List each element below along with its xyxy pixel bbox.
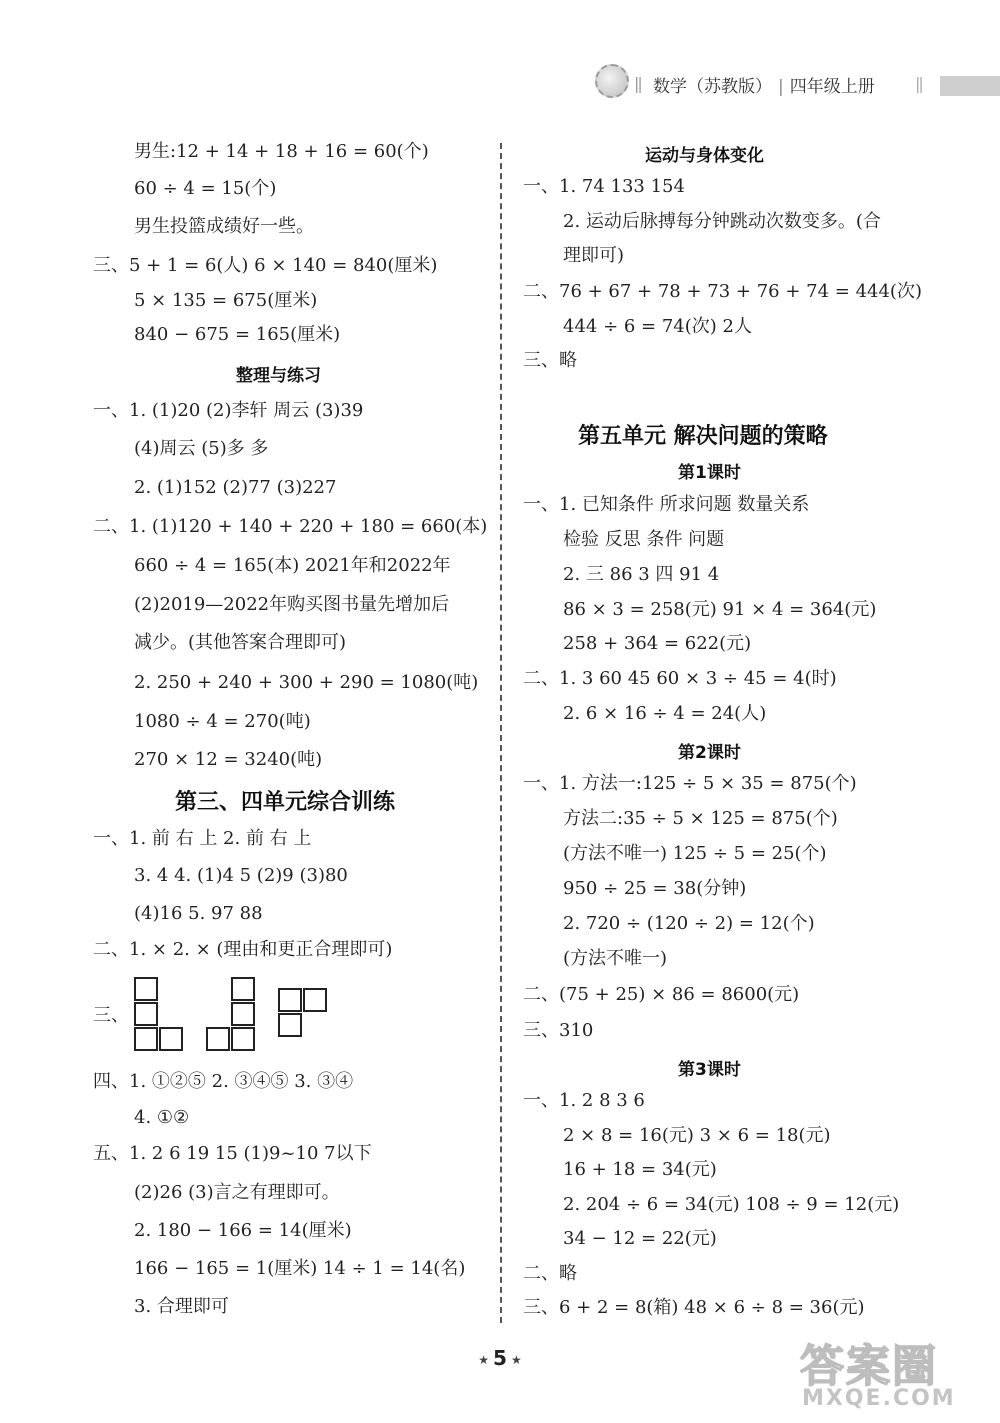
header-text: [653, 72, 875, 97]
star-icon: ★: [510, 1352, 522, 1367]
header-separator-icon: |: [778, 77, 784, 97]
star-icon: ★: [478, 1352, 490, 1367]
view-figure-1: [134, 977, 186, 1054]
answer-line: 理即可): [563, 245, 625, 266]
answer-line: 二、略: [523, 1263, 577, 1284]
header-subject: 数学（苏教版）: [653, 77, 772, 97]
answer-line: 16 + 18 = 34(元): [563, 1159, 717, 1180]
answer-line: 2. 三 86 3 四 91 4: [563, 564, 720, 585]
answer-line: 三、: [93, 1005, 129, 1026]
lesson-subtitle: 第2课时: [678, 743, 741, 763]
answer-line: 2. 720 ÷ (120 ÷ 2) = 12(个): [563, 913, 815, 934]
lesson-subtitle: 第3课时: [678, 1060, 741, 1080]
answer-line: 三、6 + 2 = 8(箱) 48 × 6 ÷ 8 = 36(元): [523, 1297, 865, 1318]
answer-line: 三、略: [523, 350, 577, 371]
answer-line: 男生:12 + 14 + 18 + 16 = 60(个): [134, 141, 429, 162]
answer-line: 一、1. (1)20 (2)李轩 周云 (3)39: [93, 400, 364, 421]
answer-line: 2. 204 ÷ 6 = 34(元) 108 ÷ 9 = 12(元): [563, 1194, 900, 1215]
unit-title: 第三、四单元综合训练: [175, 789, 396, 815]
answer-line: 检验 反思 条件 问题: [563, 529, 725, 550]
answer-line: 五、1. 2 6 19 15 (1)9~10 7以下: [93, 1143, 372, 1164]
answer-line: 660 ÷ 4 = 165(本) 2021年和2022年: [134, 555, 451, 576]
section-subtitle: 整理与练习: [236, 366, 321, 386]
answer-line: 2. 6 × 16 ÷ 4 = 24(人): [563, 703, 767, 724]
answer-line: 2. 250 + 240 + 300 + 290 = 1080(吨): [134, 672, 479, 693]
grid-cell: [159, 1027, 183, 1051]
answer-line: 1080 ÷ 4 = 270(吨): [134, 711, 311, 732]
grid-cell: [206, 1027, 230, 1051]
answer-line: 60 ÷ 4 = 15(个): [134, 178, 277, 199]
answer-line: 840 − 675 = 165(厘米): [134, 324, 341, 345]
answer-line: 86 × 3 = 258(元) 91 × 4 = 364(元): [563, 599, 877, 620]
grid-cell: [134, 977, 158, 1001]
answer-line: (2)2019—2022年购买图书量先增加后: [134, 594, 450, 615]
view-figure-3: [278, 988, 330, 1040]
answer-line: 减少。(其他答案合理即可): [134, 632, 347, 653]
answer-line: (方法不唯一): [563, 948, 668, 969]
answer-line: 方法二:35 ÷ 5 × 125 = 875(个): [563, 808, 838, 829]
grid-cell: [278, 988, 302, 1012]
answer-line: (方法不唯一) 125 ÷ 5 = 25(个): [563, 843, 827, 864]
grid-cell: [231, 1027, 255, 1051]
header-gray-band: [940, 76, 1000, 96]
answer-line: 2 × 8 = 16(元) 3 × 6 = 18(元): [563, 1125, 831, 1146]
answer-line: 一、1. 2 8 3 6: [523, 1090, 645, 1111]
unit-title: 第五单元 解决问题的策略: [578, 423, 828, 449]
answer-line: 二、1. × 2. × (理由和更正合理即可): [93, 939, 393, 960]
answer-line: 一、1. 前 右 上 2. 前 右 上: [93, 828, 312, 849]
grid-cell: [134, 1027, 158, 1051]
answer-line: 三、310: [523, 1020, 594, 1041]
answer-line: 270 × 12 = 3240(吨): [134, 749, 323, 770]
answer-line: 166 − 165 = 1(厘米) 14 ÷ 1 = 14(名): [134, 1258, 466, 1279]
answer-line: 2. 180 − 166 = 14(厘米): [134, 1220, 352, 1241]
answer-line: 950 ÷ 25 = 38(分钟): [563, 878, 747, 899]
lesson-subtitle: 第1课时: [678, 463, 741, 483]
answer-line: 三、5 + 1 = 6(人) 6 × 140 = 840(厘米): [93, 255, 438, 276]
answer-line: 4. ①②: [134, 1107, 190, 1128]
answer-line: 二、1. 3 60 45 60 × 3 ÷ 45 = 4(时): [523, 668, 837, 689]
answer-line: 一、1. 74 133 154: [523, 176, 685, 197]
answer-line: 258 + 364 = 622(元): [563, 633, 752, 654]
answer-line: 二、1. (1)120 + 140 + 220 + 180 = 660(本): [93, 516, 488, 537]
grid-cell: [231, 977, 255, 1001]
page-number-value: 5: [493, 1346, 507, 1370]
answer-line: (4)周云 (5)多 多: [134, 438, 269, 459]
page-number: [470, 1346, 530, 1370]
sun-logo-icon: [595, 64, 629, 98]
grid-cell: [303, 988, 327, 1012]
answer-line: 2. (1)152 (2)77 (3)227: [134, 477, 337, 498]
watermark: [800, 1330, 990, 1415]
header-bars-right-icon: ||: [915, 74, 922, 93]
answer-line: 444 ÷ 6 = 74(次) 2人: [563, 316, 752, 337]
answer-line: 二、76 + 67 + 78 + 73 + 76 + 74 = 444(次): [523, 281, 922, 302]
header-bars-icon: ||: [634, 74, 641, 93]
answer-line: 四、1. ①②⑤ 2. ③④⑤ 3. ③④: [93, 1071, 354, 1092]
column-divider: [500, 143, 502, 1323]
answer-line: 二、(75 + 25) × 86 = 8600(元): [523, 984, 800, 1005]
header-grade: 四年级上册: [789, 77, 875, 97]
answer-line: (2)26 (3)言之有理即可。: [134, 1182, 340, 1203]
grid-cell: [134, 1002, 158, 1026]
answer-line: 2. 运动后脉搏每分钟跳动次数变多。(合: [563, 211, 881, 232]
grid-cell: [231, 1002, 255, 1026]
page-header: [590, 60, 1000, 108]
answer-line: 5 × 135 = 675(厘米): [134, 290, 318, 311]
answer-line: (4)16 5. 97 88: [134, 903, 263, 924]
answer-line: 34 − 12 = 22(元): [563, 1228, 717, 1249]
answer-line: 男生投篮成绩好一些。: [134, 216, 314, 237]
watermark-bottom-text: MXQE.COM: [802, 1386, 956, 1411]
answer-line: 一、1. 已知条件 所求问题 数量关系: [523, 494, 810, 515]
answer-line: 一、1. 方法一:125 ÷ 5 × 35 = 875(个): [523, 773, 857, 794]
view-figure-2: [206, 977, 258, 1054]
answer-line: 3. 合理即可: [134, 1296, 229, 1317]
section-subtitle: 运动与身体变化: [645, 146, 764, 166]
grid-cell: [278, 1013, 302, 1037]
watermark-top-text: 答案圈: [800, 1341, 938, 1392]
answer-line: 3. 4 4. (1)4 5 (2)9 (3)80: [134, 865, 348, 886]
